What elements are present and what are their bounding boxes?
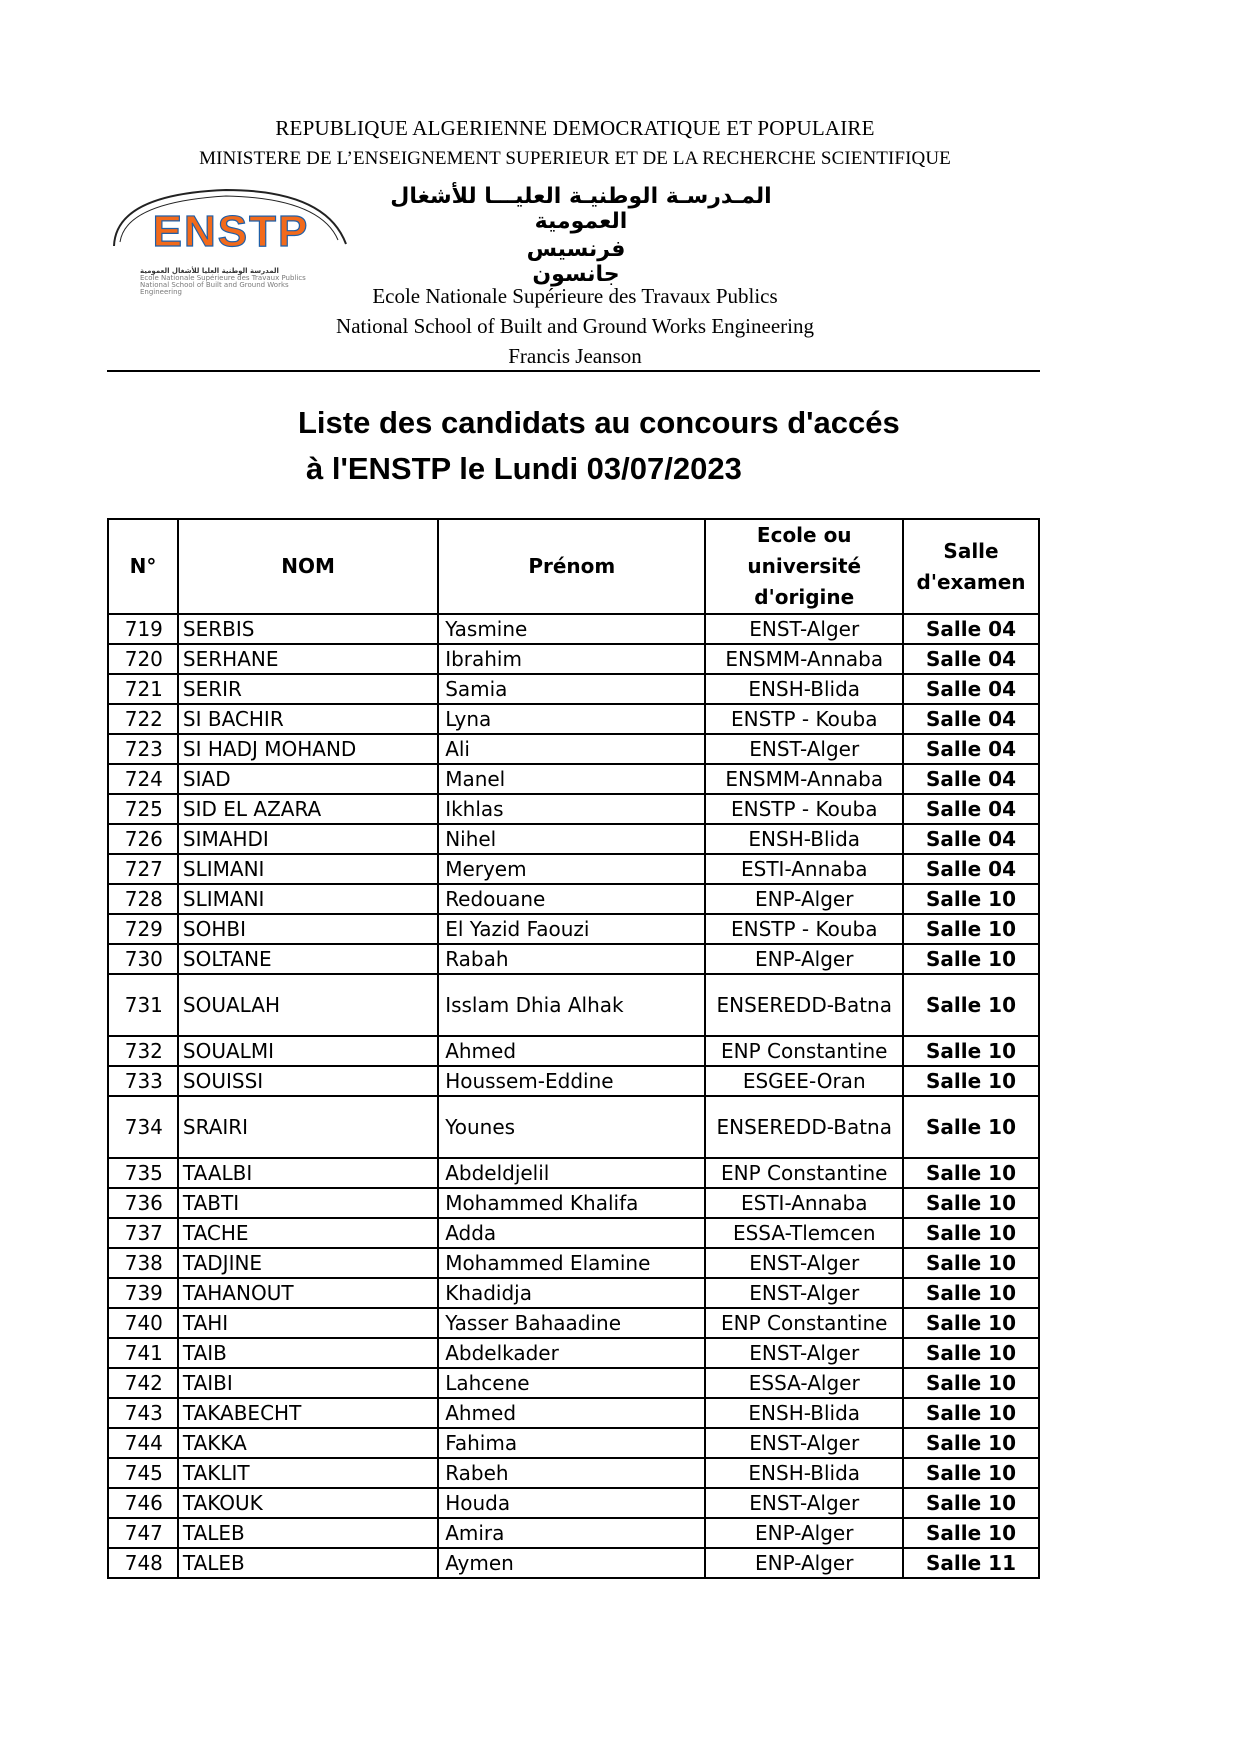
school-honoree-arabic: فرنسيس جانسون: [526, 237, 626, 287]
cell-salle: Salle 10: [903, 1518, 1039, 1548]
cell-salle: Salle 04: [903, 854, 1039, 884]
cell-prenom: Houssem-Eddine: [438, 1066, 705, 1096]
cell-number: 728: [108, 884, 178, 914]
cell-nom: SI HADJ MOHAND: [178, 734, 438, 764]
cell-number: 729: [108, 914, 178, 944]
cell-ecole: ENP-Alger: [705, 1518, 903, 1548]
cell-number: 742: [108, 1368, 178, 1398]
cell-nom: TALEB: [178, 1548, 438, 1578]
cell-prenom: Ahmed: [438, 1398, 705, 1428]
cell-number: 735: [108, 1158, 178, 1188]
cell-ecole: ENP-Alger: [705, 944, 903, 974]
cell-nom: TAKLIT: [178, 1458, 438, 1488]
cell-nom: SLIMANI: [178, 854, 438, 884]
cell-number: 724: [108, 764, 178, 794]
cell-prenom: Adda: [438, 1218, 705, 1248]
cell-nom: SOLTANE: [178, 944, 438, 974]
cell-number: 733: [108, 1066, 178, 1096]
cell-nom: TAIBI: [178, 1368, 438, 1398]
col-header-number: N°: [108, 519, 178, 614]
cell-salle: Salle 04: [903, 644, 1039, 674]
cell-nom: SOUALAH: [178, 974, 438, 1036]
cell-salle: Salle 10: [903, 1248, 1039, 1278]
cell-number: 744: [108, 1428, 178, 1458]
col-header-prenom: Prénom: [438, 519, 705, 614]
cell-number: 722: [108, 704, 178, 734]
cell-ecole: ENST-Alger: [705, 1488, 903, 1518]
cell-ecole: ENSMM-Annaba: [705, 644, 903, 674]
cell-nom: SERBIS: [178, 614, 438, 644]
cell-number: 743: [108, 1398, 178, 1428]
cell-salle: Salle 10: [903, 1066, 1039, 1096]
cell-salle: Salle 10: [903, 914, 1039, 944]
school-name-english: National School of Built and Ground Works Engineering: [336, 314, 814, 338]
table-row: [108, 764, 1039, 794]
cell-salle: Salle 10: [903, 974, 1039, 1036]
cell-salle: Salle 04: [903, 734, 1039, 764]
cell-number: 726: [108, 824, 178, 854]
cell-ecole: ENP Constantine: [705, 1308, 903, 1338]
cell-prenom: Mohammed Elamine: [438, 1248, 705, 1278]
cell-salle: Salle 04: [903, 704, 1039, 734]
cell-ecole: ENST-Alger: [705, 1278, 903, 1308]
cell-ecole: ESTI-Annaba: [705, 1188, 903, 1218]
cell-prenom: Abdelkader: [438, 1338, 705, 1368]
table-row: [108, 1338, 1039, 1368]
cell-prenom: Rabah: [438, 944, 705, 974]
cell-ecole: ENST-Alger: [705, 1248, 903, 1278]
col-header-nom: NOM: [178, 519, 438, 614]
cell-salle: Salle 10: [903, 1338, 1039, 1368]
cell-prenom: Rabeh: [438, 1458, 705, 1488]
cell-salle: Salle 10: [903, 884, 1039, 914]
cell-number: 727: [108, 854, 178, 884]
table-row: [108, 1488, 1039, 1518]
cell-prenom: Meryem: [438, 854, 705, 884]
cell-nom: TADJINE: [178, 1248, 438, 1278]
col-header-salle: Salle d'examen: [903, 519, 1039, 614]
cell-nom: SOUALMI: [178, 1036, 438, 1066]
cell-salle: Salle 10: [903, 1036, 1039, 1066]
cell-prenom: Younes: [438, 1096, 705, 1158]
cell-number: 747: [108, 1518, 178, 1548]
table-body: [108, 614, 1039, 1578]
cell-salle: Salle 10: [903, 1188, 1039, 1218]
cell-number: 736: [108, 1188, 178, 1218]
table-row: [108, 1218, 1039, 1248]
cell-ecole: ENST-Alger: [705, 734, 903, 764]
table-row: [108, 1458, 1039, 1488]
cell-ecole: ENSEREDD-Batna: [705, 974, 903, 1036]
cell-prenom: Amira: [438, 1518, 705, 1548]
cell-ecole: ENSTP - Kouba: [705, 704, 903, 734]
cell-ecole: ESGEE-Oran: [705, 1066, 903, 1096]
cell-prenom: El Yazid Faouzi: [438, 914, 705, 944]
table-row: [108, 944, 1039, 974]
cell-ecole: ENST-Alger: [705, 614, 903, 644]
cell-number: 741: [108, 1338, 178, 1368]
cell-number: 734: [108, 1096, 178, 1158]
cell-ecole: ENSH-Blida: [705, 674, 903, 704]
cell-ecole: ENSH-Blida: [705, 824, 903, 854]
cell-salle: Salle 10: [903, 944, 1039, 974]
cell-number: 732: [108, 1036, 178, 1066]
cell-number: 719: [108, 614, 178, 644]
cell-nom: TAKABECHT: [178, 1398, 438, 1428]
cell-number: 725: [108, 794, 178, 824]
cell-salle: Salle 10: [903, 1096, 1039, 1158]
cell-ecole: ESTI-Annaba: [705, 854, 903, 884]
cell-nom: SLIMANI: [178, 884, 438, 914]
table-row: [108, 1096, 1039, 1158]
table-row: [108, 614, 1039, 644]
cell-salle: Salle 04: [903, 674, 1039, 704]
cell-ecole: ENSEREDD-Batna: [705, 1096, 903, 1158]
table-row: [108, 1428, 1039, 1458]
school-name-arabic: المـدرسـة الوطنيـة العليـــا للأشغال العمومية: [390, 184, 772, 234]
cell-ecole: ENSTP - Kouba: [705, 914, 903, 944]
cell-ecole: ENSMM-Annaba: [705, 764, 903, 794]
cell-salle: Salle 10: [903, 1308, 1039, 1338]
cell-salle: Salle 11: [903, 1548, 1039, 1578]
page-title: [298, 400, 900, 492]
cell-ecole: ENP Constantine: [705, 1158, 903, 1188]
cell-nom: TAHI: [178, 1308, 438, 1338]
cell-prenom: Yasmine: [438, 614, 705, 644]
header-divider: [107, 370, 1040, 372]
table-row: [108, 644, 1039, 674]
svg-text:ENSTP: ENSTP: [152, 207, 310, 256]
cell-salle: Salle 04: [903, 794, 1039, 824]
cell-salle: Salle 10: [903, 1488, 1039, 1518]
cell-prenom: Ahmed: [438, 1036, 705, 1066]
table-row: [108, 1518, 1039, 1548]
cell-salle: Salle 10: [903, 1278, 1039, 1308]
cell-ecole: ENST-Alger: [705, 1428, 903, 1458]
cell-nom: SRAIRI: [178, 1096, 438, 1158]
cell-salle: Salle 10: [903, 1218, 1039, 1248]
cell-salle: Salle 04: [903, 614, 1039, 644]
cell-prenom: Khadidja: [438, 1278, 705, 1308]
cell-salle: Salle 10: [903, 1398, 1039, 1428]
cell-ecole: ENST-Alger: [705, 1338, 903, 1368]
cell-nom: TALEB: [178, 1518, 438, 1548]
table-row: [108, 1158, 1039, 1188]
cell-nom: TAALBI: [178, 1158, 438, 1188]
cell-nom: SERIR: [178, 674, 438, 704]
school-honoree: Francis Jeanson: [508, 344, 642, 368]
cell-nom: TAKKA: [178, 1428, 438, 1458]
table-row: [108, 1278, 1039, 1308]
cell-prenom: Fahima: [438, 1428, 705, 1458]
cell-prenom: Aymen: [438, 1548, 705, 1578]
cell-number: 746: [108, 1488, 178, 1518]
cell-prenom: Abdeldjelil: [438, 1158, 705, 1188]
cell-nom: TACHE: [178, 1218, 438, 1248]
title-line-1: Liste des candidats au concours d'accés: [298, 405, 900, 440]
cell-ecole: ENSH-Blida: [705, 1398, 903, 1428]
cell-prenom: Ali: [438, 734, 705, 764]
cell-number: 731: [108, 974, 178, 1036]
table-row: [108, 704, 1039, 734]
table-row: [108, 1248, 1039, 1278]
cell-prenom: Ibrahim: [438, 644, 705, 674]
cell-nom: SOHBI: [178, 914, 438, 944]
table-row: [108, 1188, 1039, 1218]
table-row: [108, 1036, 1039, 1066]
cell-salle: Salle 10: [903, 1158, 1039, 1188]
cell-number: 738: [108, 1248, 178, 1278]
col-header-ecole: Ecole ou université d'origine: [705, 519, 903, 614]
table-row: [108, 974, 1039, 1036]
cell-ecole: ENSTP - Kouba: [705, 794, 903, 824]
cell-salle: Salle 04: [903, 824, 1039, 854]
table-row: [108, 1308, 1039, 1338]
cell-number: 740: [108, 1308, 178, 1338]
cell-number: 721: [108, 674, 178, 704]
cell-prenom: Mohammed Khalifa: [438, 1188, 705, 1218]
cell-prenom: Lyna: [438, 704, 705, 734]
table-row: [108, 824, 1039, 854]
cell-prenom: Samia: [438, 674, 705, 704]
table-row: [108, 674, 1039, 704]
cell-salle: Salle 10: [903, 1428, 1039, 1458]
cell-number: 739: [108, 1278, 178, 1308]
cell-prenom: Redouane: [438, 884, 705, 914]
title-line-2: à l'ENSTP le Lundi 03/07/2023: [306, 451, 742, 486]
cell-prenom: Isslam Dhia Alhak: [438, 974, 705, 1036]
cell-ecole: ESSA-Tlemcen: [705, 1218, 903, 1248]
table-row: [108, 1066, 1039, 1096]
candidates-table: [107, 518, 1040, 1579]
cell-prenom: Manel: [438, 764, 705, 794]
table-row: [108, 1548, 1039, 1578]
cell-salle: Salle 10: [903, 1368, 1039, 1398]
cell-nom: SIMAHDI: [178, 824, 438, 854]
table-header-row: [108, 519, 1039, 614]
cell-prenom: Lahcene: [438, 1368, 705, 1398]
cell-number: 737: [108, 1218, 178, 1248]
cell-number: 745: [108, 1458, 178, 1488]
cell-prenom: Houda: [438, 1488, 705, 1518]
cell-nom: TAHANOUT: [178, 1278, 438, 1308]
cell-nom: TABTI: [178, 1188, 438, 1218]
cell-ecole: ENP-Alger: [705, 1548, 903, 1578]
table-row: [108, 1368, 1039, 1398]
cell-salle: Salle 04: [903, 764, 1039, 794]
cell-prenom: Nihel: [438, 824, 705, 854]
republic-line: REPUBLIQUE ALGERIENNE DEMOCRATIQUE ET POPULAIRE: [275, 116, 875, 140]
school-name-french: Ecole Nationale Supérieure des Travaux Publics: [372, 284, 778, 308]
cell-salle: Salle 10: [903, 1458, 1039, 1488]
cell-number: 748: [108, 1548, 178, 1578]
cell-nom: SERHANE: [178, 644, 438, 674]
logo-subtext: المدرسة الوطنية العليا للأشغال العمومية Ecole Nationale Supérieure des Travaux Publics National School of Built and Ground Works Engineering: [140, 267, 306, 296]
cell-ecole: ENP Constantine: [705, 1036, 903, 1066]
cell-ecole: ESSA-Alger: [705, 1368, 903, 1398]
table-row: [108, 1398, 1039, 1428]
cell-nom: SI BACHIR: [178, 704, 438, 734]
table-row: [108, 794, 1039, 824]
cell-nom: TAIB: [178, 1338, 438, 1368]
cell-number: 723: [108, 734, 178, 764]
cell-number: 720: [108, 644, 178, 674]
cell-prenom: Ikhlas: [438, 794, 705, 824]
cell-prenom: Yasser Bahaadine: [438, 1308, 705, 1338]
table-row: [108, 854, 1039, 884]
table-row: [108, 734, 1039, 764]
table-row: [108, 914, 1039, 944]
cell-ecole: ENP-Alger: [705, 884, 903, 914]
cell-number: 730: [108, 944, 178, 974]
cell-nom: SIAD: [178, 764, 438, 794]
cell-ecole: ENSH-Blida: [705, 1458, 903, 1488]
cell-nom: TAKOUK: [178, 1488, 438, 1518]
ministry-line: MINISTERE DE L’ENSEIGNEMENT SUPERIEUR ET DE LA RECHERCHE SCIENTIFIQUE: [199, 148, 951, 169]
table-row: [108, 884, 1039, 914]
cell-nom: SID EL AZARA: [178, 794, 438, 824]
cell-nom: SOUISSI: [178, 1066, 438, 1096]
